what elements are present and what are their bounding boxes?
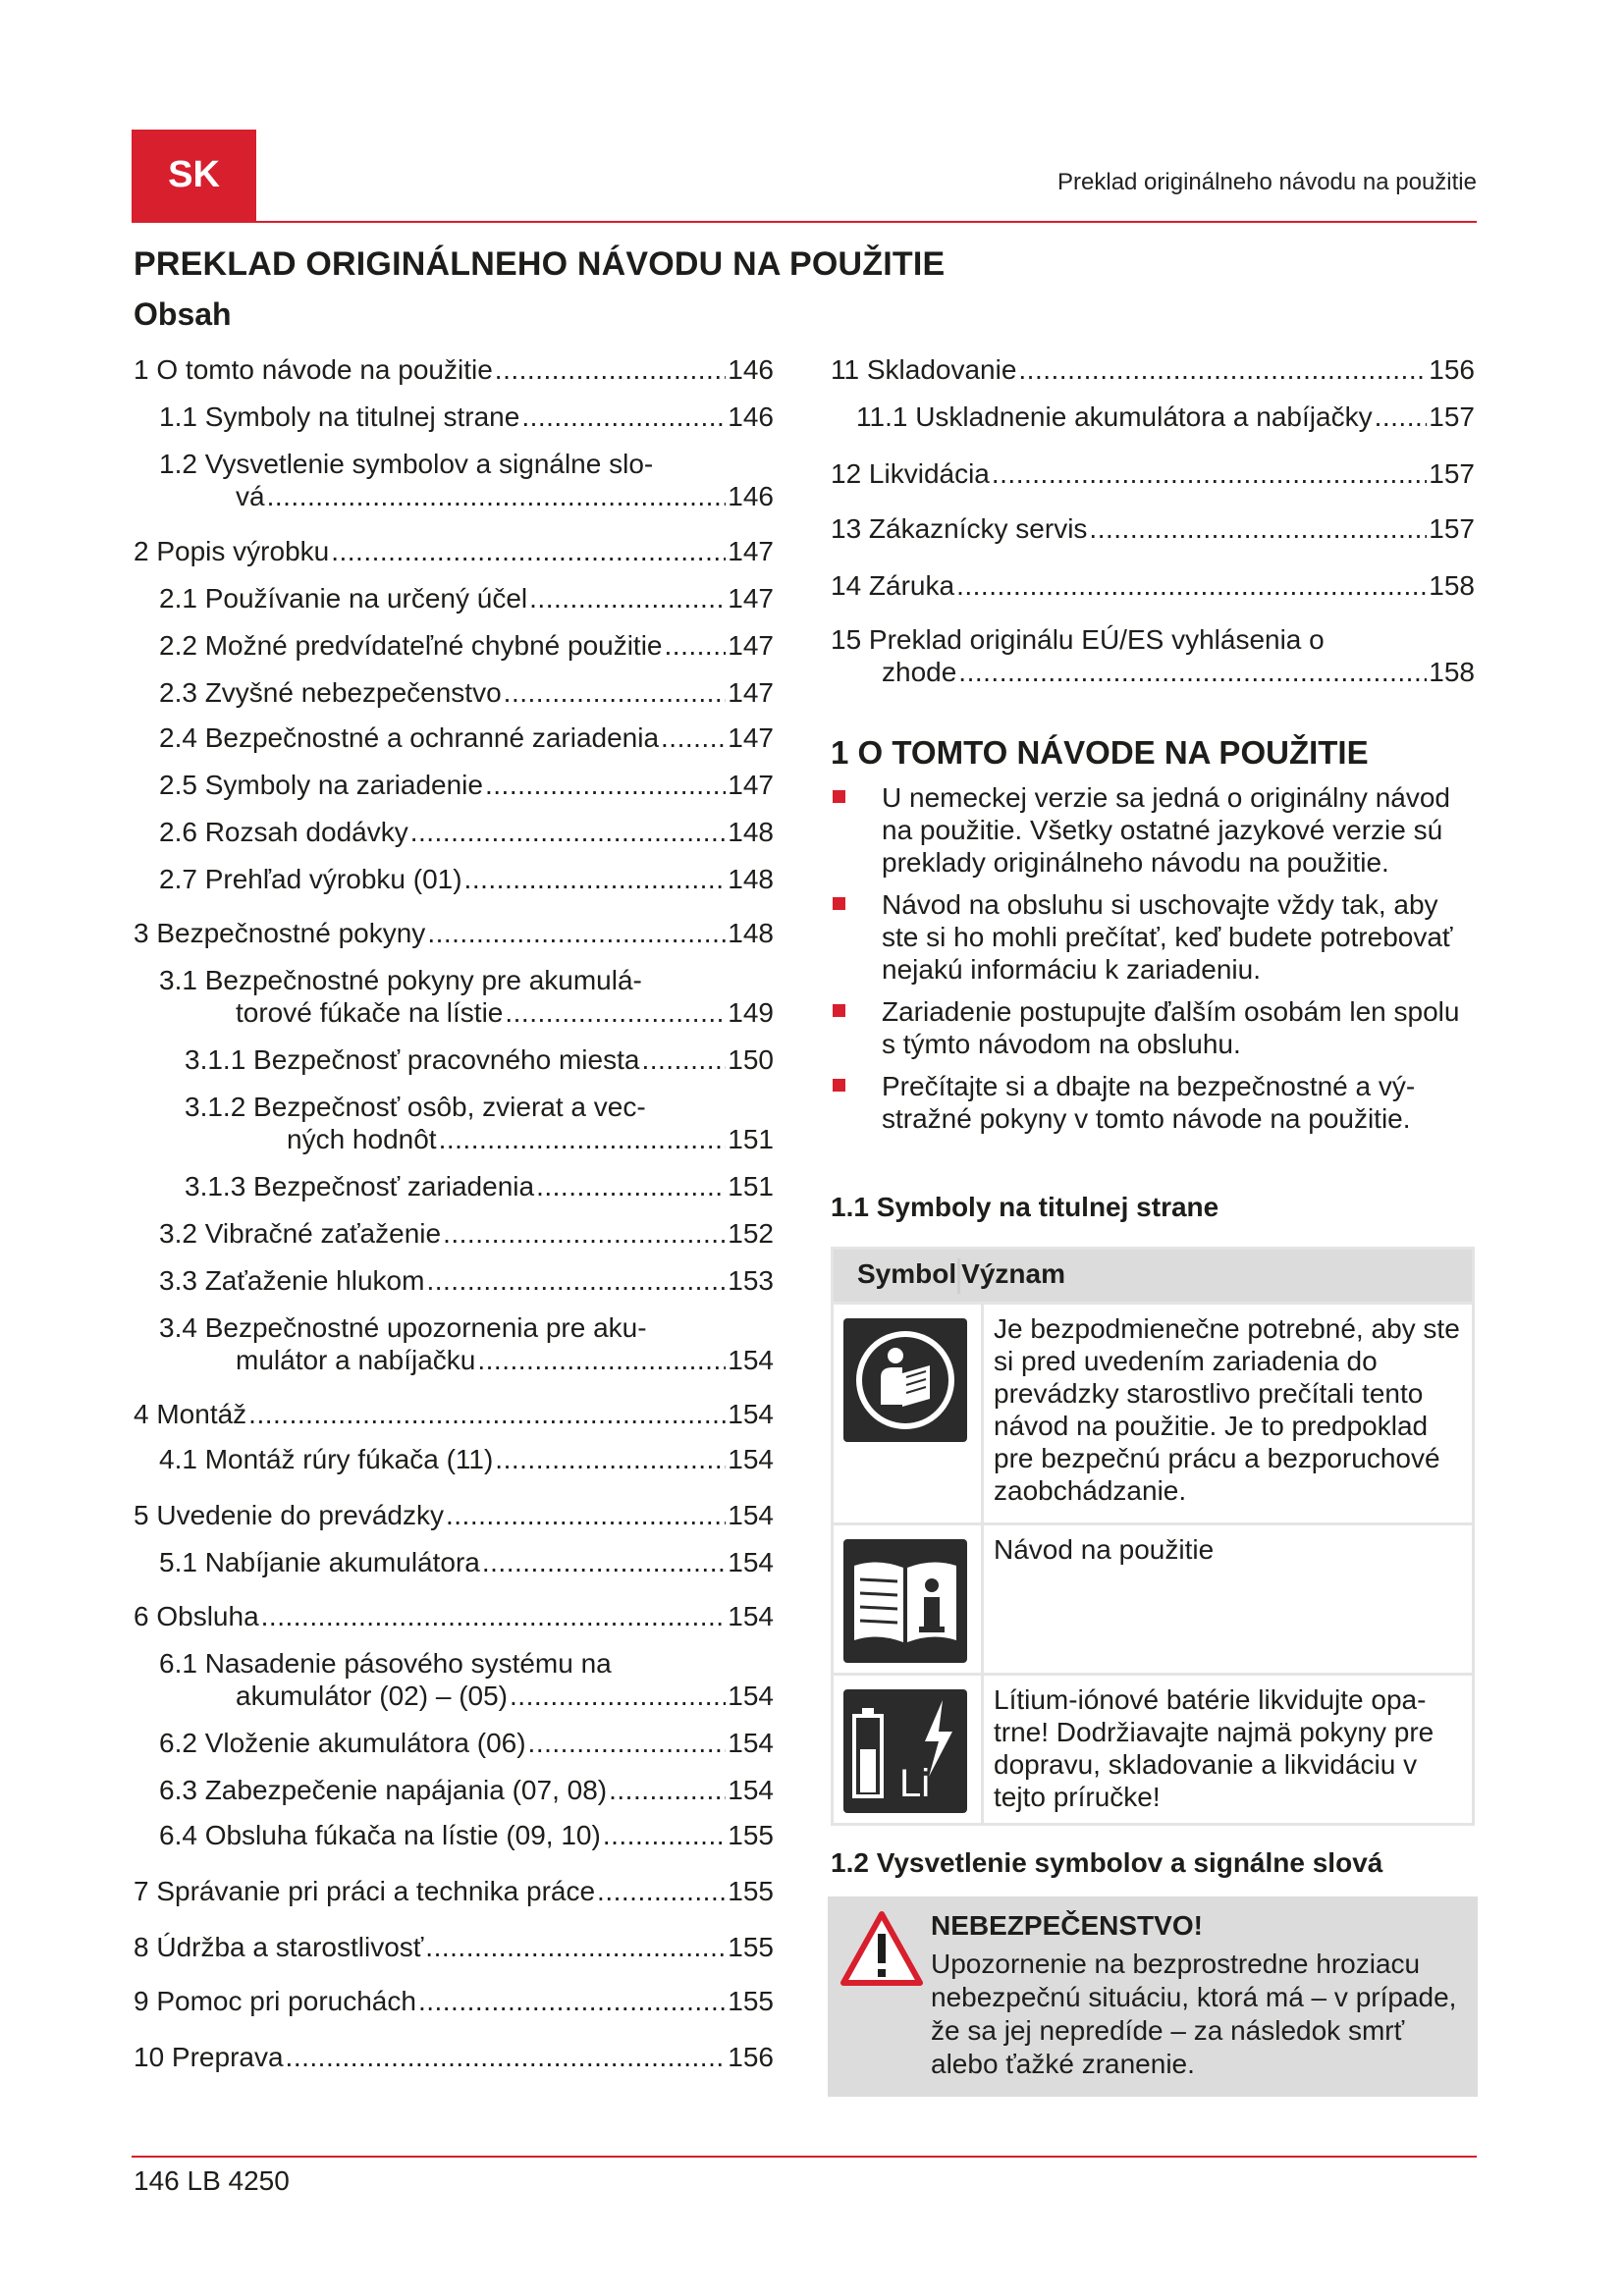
- toc-entry[interactable]: 2.5 Symboly na zariadenie ..... 147: [134, 769, 774, 801]
- toc-leader: [1018, 353, 1427, 386]
- toc-leader: [439, 1123, 727, 1155]
- toc-leader: [1089, 512, 1427, 545]
- toc-leader: [482, 1546, 726, 1578]
- toc-entry[interactable]: 4.1 Montáž rúry fúkača (11) ..... 154: [134, 1443, 774, 1475]
- toc-entry[interactable]: 10 Preprava ..... 156: [134, 2041, 774, 2073]
- toc-entry[interactable]: 6.1 Nasadenie pásového systému na akumulátor (02) – (05) ..... 154: [134, 1647, 774, 1712]
- toc-page-number: 154: [728, 1547, 774, 1577]
- danger-warning-box: [828, 1896, 1478, 2097]
- bullet-item: U nemeckej verzie sa jedná o originálny návod na použitie. Všetky ostatné jazykové verzie sú preklady originálneho návodu na použitie.: [831, 781, 1479, 879]
- toc-leader: [425, 1931, 726, 1963]
- toc-leader: [603, 1819, 726, 1851]
- toc-page-number: 157: [1429, 513, 1475, 544]
- toc-page-number: 148: [728, 817, 774, 847]
- toc-page-number: 147: [728, 536, 774, 566]
- toc-leader: [1375, 400, 1428, 433]
- toc-leader: [661, 721, 726, 754]
- footer-divider: [132, 2156, 1477, 2158]
- toc-right-column: [831, 353, 1475, 688]
- toc-page-number: 147: [728, 677, 774, 708]
- table-row: [833, 1674, 1474, 1824]
- toc-page-number: 157: [1429, 458, 1475, 489]
- table-row: [833, 1303, 1474, 1523]
- bullet-square-icon: [833, 897, 845, 910]
- toc-page-number: 158: [1429, 570, 1475, 601]
- section-1-bullets: [831, 781, 1479, 1145]
- toc-entry[interactable]: 2.4 Bezpečnostné a ochranné zariadenia ..... 147: [134, 721, 774, 754]
- toc-leader: [446, 1499, 726, 1531]
- toc-leader: [956, 569, 1427, 602]
- toc-leader: [410, 816, 727, 848]
- toc-leader: [427, 917, 726, 949]
- header-divider: [132, 221, 1477, 223]
- toc-leader: [641, 1043, 726, 1076]
- toc-entry[interactable]: 3.1.2 Bezpečnosť osôb, zvierat a vec- ných hodnôt ..... 151: [134, 1091, 774, 1155]
- toc-entry[interactable]: 3 Bezpečnostné pokyny ..... 148: [134, 917, 774, 949]
- toc-page-number: 158: [1429, 657, 1475, 687]
- toc-page-number: 156: [728, 2042, 774, 2072]
- toc-leader: [958, 656, 1427, 688]
- symbol-meaning: Lítium-iónové batérie likvidujte opatrne! Dodržiavajte najmä pokyny pre dopravu, skladovanie a likvidáciu v tejto príručke!: [983, 1674, 1474, 1824]
- toc-leader: [261, 1600, 727, 1632]
- toc-entry[interactable]: 1.1 Symboly na titulnej strane ..... 146: [134, 400, 774, 433]
- toc-entry[interactable]: 6.2 Vloženie akumulátora (06) ..... 154: [134, 1727, 774, 1759]
- table-row: [833, 1523, 1474, 1674]
- toc-leader: [505, 996, 726, 1029]
- toc-entry[interactable]: 2.3 Zvyšné nebezpečenstvo ..... 147: [134, 676, 774, 709]
- toc-leader: [267, 480, 727, 512]
- toc-leader: [536, 1170, 726, 1202]
- toc-entry[interactable]: 7 Správanie pri práci a technika práce ..... 155: [134, 1875, 774, 1907]
- toc-leader: [529, 582, 726, 614]
- toc-entry[interactable]: 6 Obsluha ..... 154: [134, 1600, 774, 1632]
- toc-entry[interactable]: 3.1.3 Bezpečnosť zariadenia ..... 151: [134, 1170, 774, 1202]
- toc-entry[interactable]: 2.1 Používanie na určený účel ..... 147: [134, 582, 774, 614]
- toc-entry[interactable]: 2 Popis výrobku ..... 147: [134, 535, 774, 567]
- toc-entry[interactable]: 5.1 Nabíjanie akumulátora ..... 154: [134, 1546, 774, 1578]
- li-label: Li: [899, 1761, 931, 1805]
- section-1-1-heading: 1.1 Symboly na titulnej strane: [831, 1192, 1219, 1222]
- language-tab: SK: [132, 130, 256, 221]
- toc-left-column: [134, 353, 774, 2073]
- toc-page-number: 147: [728, 583, 774, 614]
- toc-heading: Obsah: [134, 296, 232, 332]
- bullet-item: Zariadenie postupujte ďalším osobám len spolu s týmto návodom na obsluhu.: [831, 995, 1479, 1060]
- toc-entry[interactable]: 3.3 Zaťaženie hlukom ..... 153: [134, 1264, 774, 1297]
- toc-page-number: 154: [728, 1399, 774, 1429]
- toc-page-number: 147: [728, 630, 774, 661]
- toc-page-number: 154: [728, 1601, 774, 1631]
- symbol-table-header: Symbol Význam: [833, 1249, 1474, 1304]
- toc-page-number: 154: [728, 1444, 774, 1474]
- read-manual-icon: [843, 1318, 967, 1442]
- toc-page-number: 154: [728, 1345, 774, 1375]
- toc-page-number: 148: [728, 918, 774, 948]
- bullet-item: Prečítajte si a dbajte na bezpečnostné a výstražné pokyny v tomto návode na použitie.: [831, 1070, 1479, 1135]
- toc-leader: [495, 353, 726, 386]
- toc-leader: [426, 1264, 726, 1297]
- toc-page-number: 151: [728, 1124, 774, 1154]
- toc-leader: [521, 400, 726, 433]
- warning-text: Upozornenie na bezprostredne hroziacu nebezpečnú situáciu, ktorá má – v prípade, že sa jej nepredíde – za následok smrť alebo ťažké zranenie.: [931, 1949, 1457, 2079]
- toc-page-number: 154: [728, 1728, 774, 1758]
- toc-page-number: 155: [728, 1932, 774, 1962]
- warning-triangle-icon: [839, 1910, 924, 1987]
- toc-page-number: 154: [728, 1775, 774, 1805]
- li-ion-battery-icon: [843, 1689, 967, 1813]
- toc-entry[interactable]: 2.7 Prehľad výrobku (01) ..... 148: [134, 863, 774, 895]
- toc-leader: [665, 629, 727, 662]
- toc-leader: [528, 1727, 727, 1759]
- toc-leader: [485, 769, 726, 801]
- toc-entry[interactable]: 5 Uvedenie do prevádzky ..... 154: [134, 1499, 774, 1531]
- toc-leader: [495, 1443, 726, 1475]
- toc-page-number: 150: [728, 1044, 774, 1075]
- running-header: Preklad originálneho návodu na použitie: [1057, 169, 1477, 195]
- toc-entry[interactable]: 3.1 Bezpečnostné pokyny pre akumulá- torové fúkače na lístie ..... 149: [134, 964, 774, 1029]
- page-footer: 146 LB 4250: [134, 2165, 290, 2196]
- document-title: PREKLAD ORIGINÁLNEHO NÁVODU NA POUŽITIE: [134, 245, 946, 283]
- toc-entry[interactable]: 6.4 Obsluha fúkača na lístie (09, 10) ..... 155: [134, 1819, 774, 1851]
- toc-page-number: 146: [728, 401, 774, 432]
- toc-page-number: 154: [728, 1500, 774, 1530]
- toc-leader: [248, 1398, 726, 1430]
- toc-entry[interactable]: 11 Skladovanie ..... 156: [831, 353, 1475, 386]
- symbol-table: [831, 1247, 1475, 1826]
- toc-leader: [504, 676, 727, 709]
- toc-page-number: 152: [728, 1218, 774, 1249]
- toc-entry[interactable]: 3.2 Vibračné zaťaženie ..... 152: [134, 1217, 774, 1250]
- toc-page-number: 147: [728, 722, 774, 753]
- toc-entry[interactable]: 9 Pomoc pri poruchách ..... 155: [134, 1985, 774, 2017]
- toc-leader: [443, 1217, 726, 1250]
- toc-page-number: 147: [728, 770, 774, 800]
- symbol-meaning: Je bezpodmienečne potrebné, aby ste si pred uvedením zariadenia do prevádzky starostlivo prečítali tento návod na použitie. Je to predpoklad pre bezpečnú prácu a bezporuchové zaobchádzanie.: [983, 1303, 1474, 1523]
- manual-info-icon: [843, 1539, 967, 1663]
- toc-entry[interactable]: 4 Montáž ..... 154: [134, 1398, 774, 1430]
- section-1-2-heading: 1.2 Vysvetlenie symbolov a signálne slová: [831, 1847, 1383, 1878]
- toc-entry[interactable]: 1 O tomto návode na použitie ..... 146: [134, 353, 774, 386]
- bullet-square-icon: [833, 790, 845, 803]
- toc-page-number: 155: [728, 1876, 774, 1906]
- warning-title: NEBEZPEČENSTVO!: [931, 1910, 1203, 1941]
- toc-page-number: 153: [728, 1265, 774, 1296]
- toc-entry[interactable]: 6.3 Zabezpečenie napájania (07, 08) ..... 154: [134, 1774, 774, 1806]
- bullet-item: Návod na obsluhu si uschovajte vždy tak, aby ste si ho mohli prečítať, keď budete potrebovať nejakú informáciu k zariadeniu.: [831, 888, 1479, 986]
- toc-entry[interactable]: 14 Záruka ..... 158: [831, 569, 1475, 602]
- toc-page-number: 151: [728, 1171, 774, 1201]
- toc-leader: [992, 457, 1427, 490]
- toc-entry[interactable]: 12 Likvidácia ..... 157: [831, 457, 1475, 490]
- toc-entry[interactable]: 3.1.1 Bezpečnosť pracovného miesta ..... 150: [134, 1043, 774, 1076]
- toc-leader: [464, 863, 727, 895]
- toc-entry[interactable]: 3.4 Bezpečnostné upozornenia pre aku- mulátor a nabíjačku ..... 154: [134, 1311, 774, 1376]
- toc-entry[interactable]: 2.2 Možné predvídateľné chybné použitie ..... 147: [134, 629, 774, 662]
- toc-page-number: 148: [728, 864, 774, 894]
- toc-leader: [477, 1344, 726, 1376]
- toc-leader: [286, 2041, 727, 2073]
- toc-page-number: 146: [728, 354, 774, 385]
- toc-leader: [609, 1774, 726, 1806]
- toc-leader: [418, 1985, 726, 2017]
- toc-page-number: 156: [1429, 354, 1475, 385]
- bullet-square-icon: [833, 1079, 845, 1092]
- toc-entry[interactable]: 11.1 Uskladnenie akumulátora a nabíjačky ..... 157: [831, 400, 1475, 433]
- toc-entry[interactable]: 1.2 Vysvetlenie symbolov a signálne slo- vá ..... 146: [134, 448, 774, 512]
- toc-leader: [510, 1680, 726, 1712]
- toc-page-number: 157: [1429, 401, 1475, 432]
- section-1-heading: 1 O TOMTO NÁVODE NA POUŽITIE: [831, 734, 1369, 771]
- bullet-square-icon: [833, 1004, 845, 1017]
- toc-leader: [331, 535, 726, 567]
- toc-entry[interactable]: 15 Preklad originálu EÚ/ES vyhlásenia o zhode ..... 158: [831, 623, 1475, 688]
- toc-page-number: 154: [728, 1681, 774, 1711]
- toc-page-number: 146: [728, 481, 774, 511]
- symbol-meaning: Návod na použitie: [983, 1523, 1474, 1674]
- toc-page-number: 149: [728, 997, 774, 1028]
- toc-entry[interactable]: 2.6 Rozsah dodávky ..... 148: [134, 816, 774, 848]
- toc-leader: [597, 1875, 726, 1907]
- toc-entry[interactable]: 8 Údržba a starostlivosť ..... 155: [134, 1931, 774, 1963]
- toc-page-number: 155: [728, 1820, 774, 1850]
- toc-page-number: 155: [728, 1986, 774, 2016]
- toc-entry[interactable]: 13 Zákaznícky servis ..... 157: [831, 512, 1475, 545]
